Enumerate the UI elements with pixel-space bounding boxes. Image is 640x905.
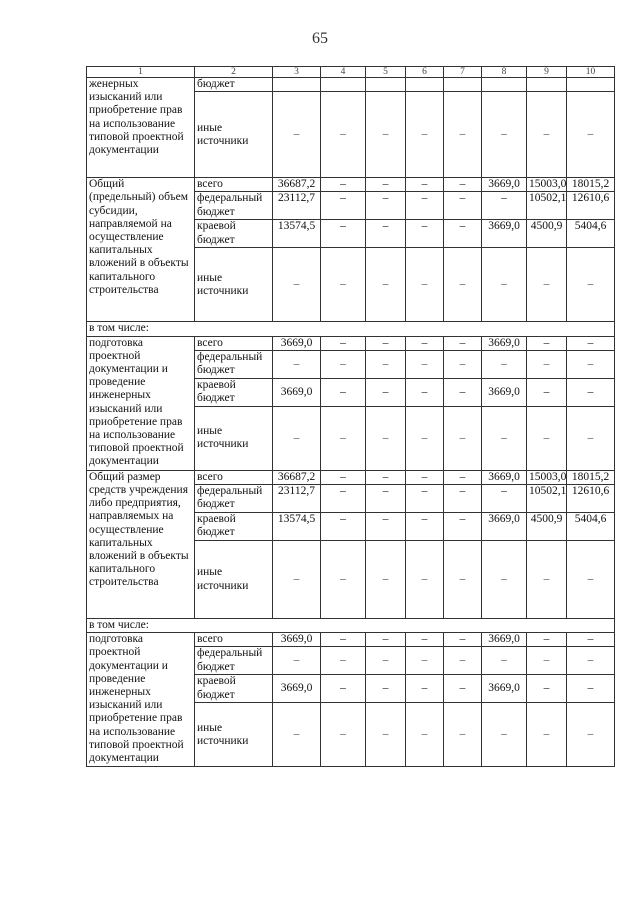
table-cell: 23112,7 [273, 485, 321, 513]
table-cell: – [527, 350, 567, 378]
table-cell: – [406, 378, 444, 406]
table-cell: – [406, 675, 444, 703]
table-cell: – [527, 92, 567, 178]
table-cell: 3669,0 [482, 470, 527, 484]
table-cell: – [273, 350, 321, 378]
table-cell: – [366, 470, 406, 484]
table-cell: – [366, 248, 406, 322]
table-cell: – [482, 485, 527, 513]
source-label: бюджет [195, 78, 273, 92]
source-label: всего [195, 178, 273, 192]
table-cell: – [366, 92, 406, 178]
table-cell: – [444, 92, 482, 178]
table-cell: – [444, 248, 482, 322]
table-cell: – [321, 513, 366, 541]
column-header: 2 [195, 67, 273, 78]
table-cell: 3669,0 [482, 378, 527, 406]
table-cell: – [366, 378, 406, 406]
table-cell: 36687,2 [273, 178, 321, 192]
table-cell: – [406, 406, 444, 470]
table-cell: – [567, 703, 615, 767]
table-cell: – [321, 92, 366, 178]
table-cell: – [406, 513, 444, 541]
table-cell: – [444, 192, 482, 220]
table-cell: – [366, 350, 406, 378]
source-label: всего [195, 633, 273, 647]
table-cell: – [567, 541, 615, 619]
table-cell: 23112,7 [273, 192, 321, 220]
table-cell: 5404,6 [567, 220, 615, 248]
table-cell: – [527, 703, 567, 767]
table-row [87, 78, 615, 92]
table-cell: – [567, 350, 615, 378]
table-cell: – [406, 350, 444, 378]
table-cell: 3669,0 [273, 675, 321, 703]
table-cell: 18015,2 [567, 470, 615, 484]
table-cell: – [444, 470, 482, 484]
table-cell: – [321, 485, 366, 513]
table-cell: – [444, 378, 482, 406]
table-cell: – [527, 336, 567, 350]
table-cell: – [444, 513, 482, 541]
column-header: 8 [482, 67, 527, 78]
table-cell: – [366, 192, 406, 220]
table-cell: 3669,0 [482, 220, 527, 248]
table-cell: – [567, 248, 615, 322]
row-description: подготовка проектной документации и проведение инженерных изысканий или приобретение прав на использование типовой проектной документации [87, 336, 195, 470]
table-cell: – [406, 647, 444, 675]
table-cell: – [366, 220, 406, 248]
table-cell: – [366, 633, 406, 647]
table-cell: – [406, 178, 444, 192]
table-cell: – [444, 647, 482, 675]
source-label: иные источники [195, 92, 273, 178]
table-cell: 15003,0 [527, 470, 567, 484]
table-cell: – [444, 336, 482, 350]
source-label: федеральный бюджет [195, 350, 273, 378]
table-cell: – [444, 675, 482, 703]
table-cell: – [444, 703, 482, 767]
table-cell: – [527, 406, 567, 470]
table-cell: – [444, 633, 482, 647]
source-label: краевой бюджет [195, 220, 273, 248]
source-label: иные источники [195, 406, 273, 470]
table-cell: – [444, 350, 482, 378]
column-header: 1 [87, 67, 195, 78]
table-cell: – [482, 92, 527, 178]
column-header: 10 [567, 67, 615, 78]
table-cell: – [273, 647, 321, 675]
table-cell: – [567, 647, 615, 675]
subsection-label: в том числе: [87, 619, 615, 633]
table-row [87, 336, 615, 350]
row-description: подготовка проектной документации и проведение инженерных изысканий или приобретение прав на использование типовой проектной документации [87, 633, 195, 767]
table-cell: – [482, 248, 527, 322]
table-cell: – [321, 406, 366, 470]
table-cell: 4500,9 [527, 220, 567, 248]
table-cell: – [406, 633, 444, 647]
table-cell: – [321, 633, 366, 647]
table-cell: – [527, 248, 567, 322]
table-cell: – [321, 336, 366, 350]
table-cell: 3669,0 [273, 336, 321, 350]
table-row [87, 470, 615, 484]
source-label: федеральный бюджет [195, 192, 273, 220]
source-label: краевой бюджет [195, 675, 273, 703]
table-cell: – [482, 647, 527, 675]
table-cell: – [366, 513, 406, 541]
table-cell: – [273, 703, 321, 767]
table-cell: 13574,5 [273, 220, 321, 248]
table-cell: 12610,6 [567, 192, 615, 220]
table-cell: – [366, 485, 406, 513]
table-cell: 3669,0 [482, 513, 527, 541]
table-cell: – [321, 220, 366, 248]
table-cell: – [482, 192, 527, 220]
column-header: 6 [406, 67, 444, 78]
table-cell: – [444, 178, 482, 192]
table-cell: 3669,0 [273, 378, 321, 406]
table-row [87, 178, 615, 192]
table-cell: – [406, 703, 444, 767]
column-header: 4 [321, 67, 366, 78]
table-cell: – [406, 336, 444, 350]
table-cell: – [482, 406, 527, 470]
table-cell: – [366, 541, 406, 619]
table-cell: – [482, 350, 527, 378]
source-label: всего [195, 470, 273, 484]
table-cell: – [567, 633, 615, 647]
table-cell: 3669,0 [273, 633, 321, 647]
table-cell: – [273, 541, 321, 619]
column-header: 7 [444, 67, 482, 78]
source-label: федеральный бюджет [195, 485, 273, 513]
table-cell: – [321, 178, 366, 192]
table-row [87, 322, 615, 336]
table-cell: – [321, 541, 366, 619]
table-row [87, 633, 615, 647]
source-label: иные источники [195, 541, 273, 619]
table-cell: – [482, 703, 527, 767]
source-label: иные источники [195, 703, 273, 767]
table-cell: – [444, 485, 482, 513]
table-cell: – [273, 248, 321, 322]
table-cell: – [527, 541, 567, 619]
table-cell: 36687,2 [273, 470, 321, 484]
table-cell: – [321, 675, 366, 703]
table-cell: – [366, 178, 406, 192]
table-cell: – [567, 336, 615, 350]
table-cell: – [406, 485, 444, 513]
table-cell: – [321, 378, 366, 406]
source-label: иные источники [195, 248, 273, 322]
table-cell: 15003,0 [527, 178, 567, 192]
row-description: Общий (предельный) объем субсидии, направляемой на осуществление капитальных вложений в объекты капитального строительства [87, 178, 195, 322]
table-cell: – [366, 675, 406, 703]
table-cell: – [567, 675, 615, 703]
table-cell: 3669,0 [482, 336, 527, 350]
column-header: 9 [527, 67, 567, 78]
table-cell: – [273, 92, 321, 178]
source-label: краевой бюджет [195, 378, 273, 406]
table-cell: – [406, 541, 444, 619]
table-cell: – [321, 350, 366, 378]
table-cell: – [366, 703, 406, 767]
source-label: федеральный бюджет [195, 647, 273, 675]
table-cell: – [527, 675, 567, 703]
table-cell: 10502,1 [527, 192, 567, 220]
table-cell: – [366, 647, 406, 675]
budget-table [86, 66, 615, 767]
table-cell: – [406, 192, 444, 220]
table-cell: 3669,0 [482, 178, 527, 192]
column-header: 5 [366, 67, 406, 78]
table-cell: – [406, 92, 444, 178]
table-cell: – [527, 633, 567, 647]
page-number: 65 [312, 30, 328, 47]
table-cell: 3669,0 [482, 675, 527, 703]
table-cell: – [527, 647, 567, 675]
table-cell: 18015,2 [567, 178, 615, 192]
table-cell: – [444, 541, 482, 619]
row-description: Общий размер средств учреждения либо предприятия, направляемых на осуществление капитальных вложений в объекты капитального строительства [87, 470, 195, 618]
table-cell: – [321, 248, 366, 322]
table-cell: – [321, 647, 366, 675]
row-description: женерных изысканий или приобретение прав на использование типовой проектной документации [87, 78, 195, 178]
table-cell: – [321, 703, 366, 767]
table-cell: 4500,9 [527, 513, 567, 541]
table-cell: – [273, 406, 321, 470]
column-header: 3 [273, 67, 321, 78]
table-cell: – [444, 406, 482, 470]
table-cell: 12610,6 [567, 485, 615, 513]
table-cell: – [366, 336, 406, 350]
subsection-label: в том числе: [87, 322, 615, 336]
table-cell: 3669,0 [482, 633, 527, 647]
source-label: краевой бюджет [195, 513, 273, 541]
source-label: всего [195, 336, 273, 350]
table-cell: – [444, 220, 482, 248]
table-row [87, 619, 615, 633]
table-cell: – [567, 378, 615, 406]
table-cell: – [406, 470, 444, 484]
table-cell: – [366, 406, 406, 470]
table-cell: – [321, 470, 366, 484]
table-cell: – [527, 378, 567, 406]
table-cell: – [406, 220, 444, 248]
table-cell: – [567, 406, 615, 470]
table-cell: 13574,5 [273, 513, 321, 541]
table-cell: 10502,1 [527, 485, 567, 513]
table-cell: – [482, 541, 527, 619]
table-cell: – [321, 192, 366, 220]
table-cell: – [406, 248, 444, 322]
header-row [87, 67, 615, 78]
table-cell: 5404,6 [567, 513, 615, 541]
table-cell: – [567, 92, 615, 178]
